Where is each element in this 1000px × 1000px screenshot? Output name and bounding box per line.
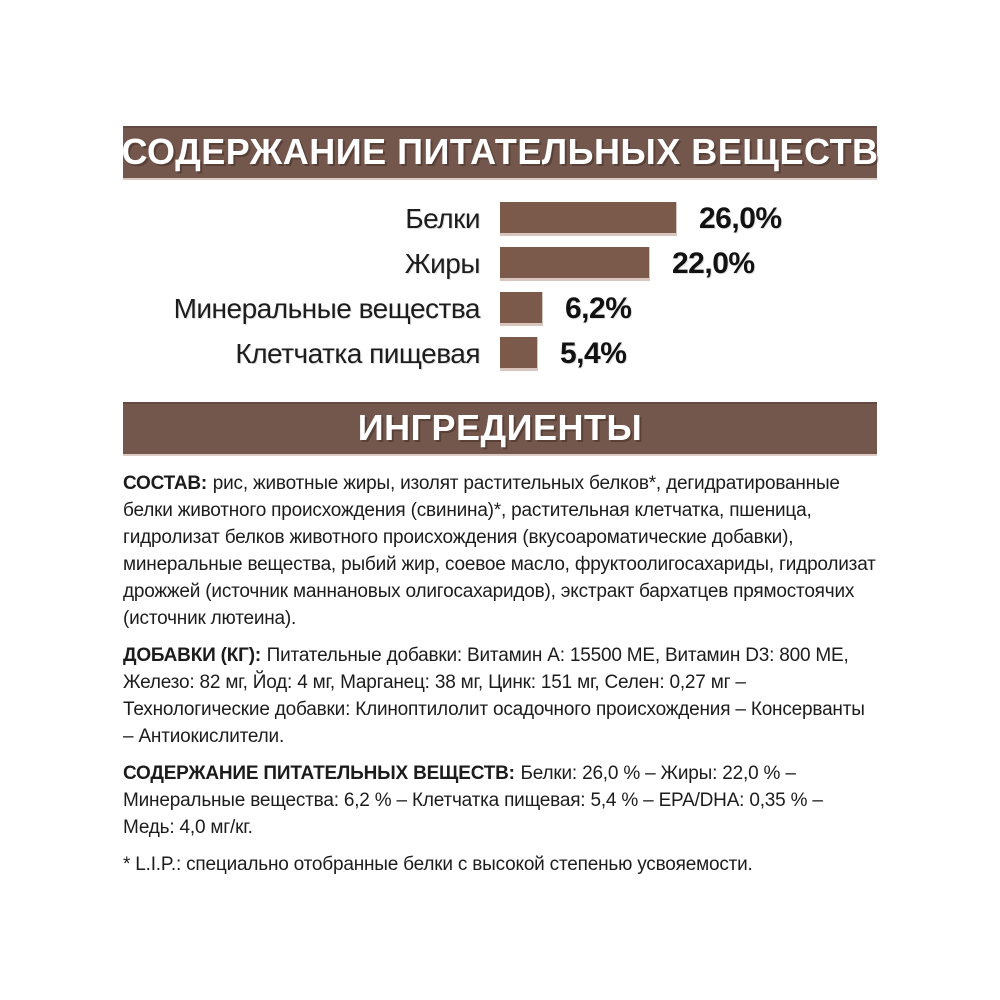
chart-category-label: Жиры: [404, 248, 480, 279]
nutrients-section-title: СОДЕРЖАНИЕ ПИТАТЕЛЬНЫХ ВЕЩЕСТВ: [121, 131, 879, 172]
chart-bar: [500, 337, 538, 371]
chart-row-fats: [123, 247, 877, 281]
ingredients-text-block: [123, 470, 877, 878]
composition-label: СОСТАВ:: [123, 473, 208, 494]
analysis-paragraph: [123, 760, 877, 841]
analysis-label: СОДЕРЖАНИЕ ПИТАТЕЛЬНЫХ ВЕЩЕСТВ:: [123, 763, 515, 784]
nutrients-section-header: [123, 126, 877, 180]
additives-text: Питательные добавки: Витамин A: 15500 МЕ, Витамин D3: 800 МЕ, Железо: 82 мг, Йод: 4 мг, Марганец: 38 мг, Цинк: 151 мг, Селен: 0,27 мг – Технологические добавки: Клиноптилолит осадочного происхождения – Консерванты – Антиокислители.: [123, 645, 865, 747]
chart-value-label: 5,4%: [560, 337, 627, 370]
chart-value-label: 22,0%: [672, 247, 755, 280]
ingredients-section-header: [123, 402, 877, 456]
chart-value-label: 6,2%: [565, 292, 632, 325]
analysis-text: Белки: 26,0 % – Жиры: 22,0 % – Минеральные вещества: 6,2 % – Клетчатка пищевая: 5,4 % – EPA/DHA: 0,35 % – Медь: 4,0 мг/кг.: [123, 763, 823, 838]
chart-category-label: Минеральные вещества: [173, 293, 480, 324]
chart-bar: [500, 202, 677, 236]
content-area: [123, 126, 877, 888]
chart-row-proteins: [123, 202, 877, 236]
chart-category-label: Белки: [405, 203, 480, 234]
lip-footnote: [123, 851, 877, 878]
lip-footnote-text: * L.I.P.: специально отобранные белки с высокой степенью усвояемости.: [123, 854, 753, 875]
composition-text: рис, животные жиры, изолят растительных белков*, дегидратированные белки животного происхождения (свинина)*, растительная клетчатка, пшеница, гидролизат белков животного происхождения (вкусоароматические добавки), минеральные вещества, рыбий жир, соевое масло, фруктоолигосахариды, гидролизат дрожжей (источник маннановых олигосахаридов), экстракт бархатцев прямостоячих (источник лютеина).: [123, 473, 876, 629]
chart-row-minerals: [123, 292, 877, 326]
chart-bar: [500, 292, 543, 326]
chart-category-label: Клетчатка пищевая: [235, 338, 480, 369]
additives-paragraph: [123, 642, 877, 750]
chart-value-label: 26,0%: [699, 202, 782, 235]
additives-label: ДОБАВКИ (КГ):: [123, 645, 261, 666]
chart-bar: [500, 247, 650, 281]
ingredients-section-title: ИНГРЕДИЕНТЫ: [357, 407, 643, 448]
nutrient-bar-chart: [123, 202, 877, 371]
chart-row-fiber: [123, 337, 877, 371]
composition-paragraph: [123, 470, 877, 632]
